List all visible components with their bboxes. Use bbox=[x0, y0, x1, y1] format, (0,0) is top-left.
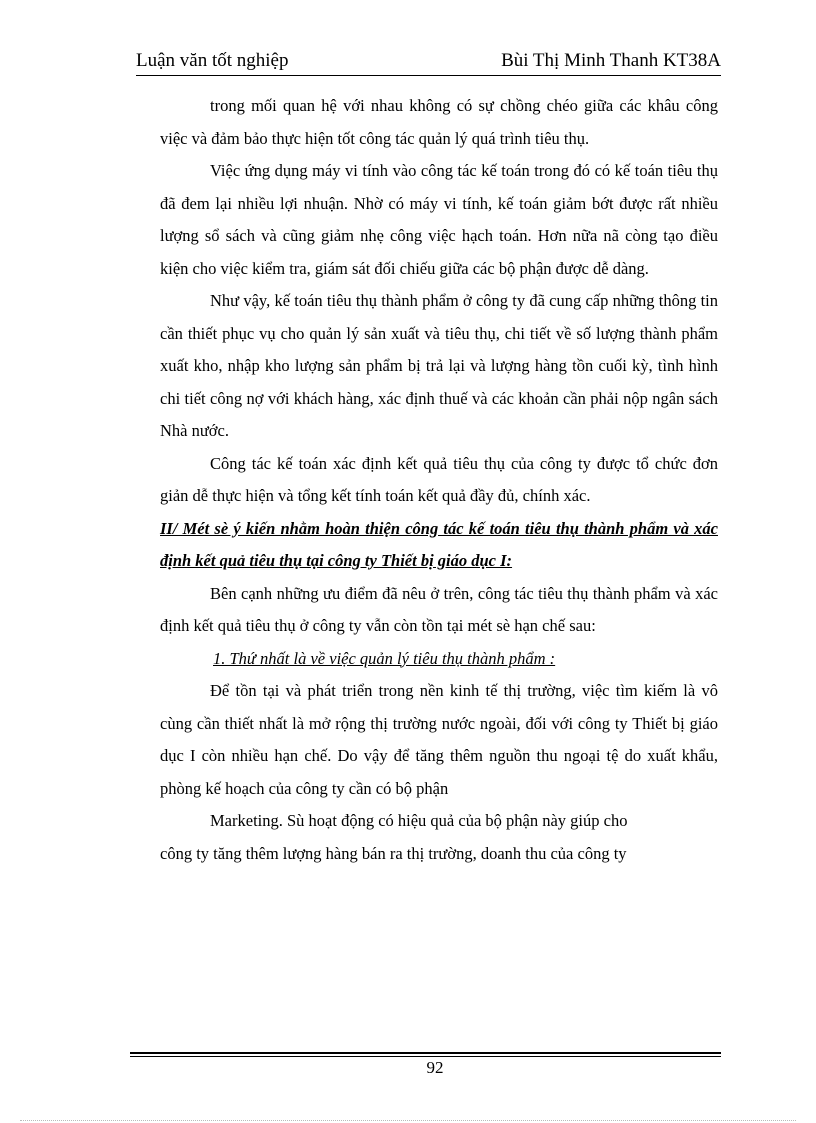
paragraph-5: Bên cạnh những ưu điểm đã nêu ở trên, công tác tiêu thụ thành phẩm và xác định kết quả tiêu thụ ở công ty vẫn còn tồn tại mét sè hạn chế sau: bbox=[160, 583, 718, 635]
header-author: Bùi Thị Minh Thanh KT38A bbox=[501, 50, 721, 71]
footer-divider-thick bbox=[130, 1052, 721, 1054]
paragraph-1: trong mối quan hệ với nhau không có sự chồng chéo giữa các khâu công việc và đảm bảo thực hiện tốt công tác quản lý quá trình tiêu thụ. bbox=[160, 96, 718, 148]
paragraph-3: Như vậy, kế toán tiêu thụ thành phẩm ở công ty đã cung cấp những thông tin cần thiết phục vụ cho quản lý sản xuất và tiêu thụ, chi tiết về số lượng thành phẩm xuất kho, nhập kho lượng sản phẩm bị trả lại và lượng hàng tồn cuối kỳ, tình hình chi tiết công nợ với khách hàng, xác định thuế và các khoản cần phải nộp ngân sách Nhà nước. bbox=[160, 291, 718, 440]
paragraph-7-line-1: Marketing. Sù hoạt động có hiệu quả của bộ phận này giúp cho bbox=[210, 811, 628, 830]
header-divider bbox=[136, 75, 721, 76]
header-title: Luận văn tốt nghiệp bbox=[136, 50, 289, 71]
page-edge-dotted-line bbox=[20, 1120, 796, 1121]
page-number: 92 bbox=[426, 1058, 444, 1077]
paragraph-4: Công tác kế toán xác định kết quả tiêu thụ của công ty được tổ chức đơn giản dễ thực hiện và tổng kết tính toán kết quả đầy đủ, chính xác. bbox=[160, 453, 718, 505]
page-header bbox=[136, 46, 721, 74]
paragraph-6: Để tồn tại và phát triển trong nền kinh tế thị trường, việc tìm kiếm là vô cùng cần thiết nhất là mở rộng thị trường nước ngoài, đối với công ty Thiết bị giáo dục I còn nhiều hạn chế. Do vậy để tăng thêm nguồn thu ngoại tệ do xuất khẩu, phòng kế hoạch của công ty cần có bộ phận bbox=[160, 681, 718, 798]
section-heading: II/ Mét sè ý kiến nhằm hoàn thiện công tác kế toán tiêu thụ thành phẩm và xác định kết quả tiêu thụ tại công ty Thiết bị giáo dục I: bbox=[160, 518, 718, 570]
footer-divider-thin bbox=[130, 1056, 721, 1057]
paragraph-2: Việc ứng dụng máy vi tính vào công tác kế toán trong đó có kế toán tiêu thụ đã đem lại nhiều lợi nhuận. Nhờ có máy vi tính, kế toán giảm bớt được rất nhiều lượng sổ sách và cũng giảm nhẹ công việc hạch toán. Hơn nữa nã còng tạo điều kiện cho việc kiểm tra, giám sát đối chiếu giữa các bộ phận được dễ dàng. bbox=[160, 161, 718, 278]
paragraph-7-line-2: công ty tăng thêm lượng hàng bán ra thị trường, doanh thu của công ty bbox=[160, 843, 627, 863]
subsection-heading: 1. Thứ nhất là về việc quản lý tiêu thụ thành phẩm : bbox=[213, 648, 556, 668]
page-body bbox=[160, 90, 718, 870]
